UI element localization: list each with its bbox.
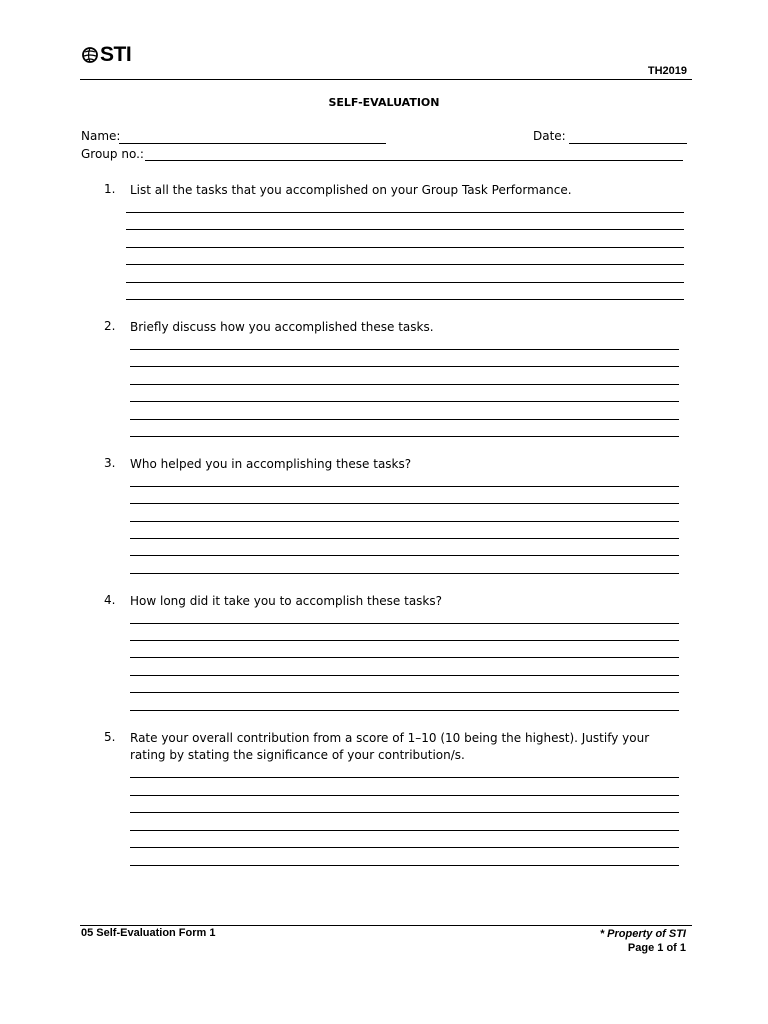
page-title: SELF-EVALUATION (328, 96, 440, 109)
answer-line[interactable] (130, 486, 679, 487)
logo-text: STI (100, 43, 132, 66)
answer-line[interactable] (130, 657, 679, 658)
answer-line[interactable] (130, 401, 679, 402)
question-text: Rate your overall contribution from a score of 1–10 (10 being the highest). Justify your rating by stating the significance of your contribution/s. (130, 731, 650, 762)
answer-line[interactable] (130, 830, 679, 831)
question-number: 1. (104, 182, 116, 196)
answer-line[interactable] (130, 675, 679, 676)
property-notice: * Property of STI (599, 928, 686, 940)
answer-line[interactable] (126, 299, 684, 300)
question-text: How long did it take you to accomplish these tasks? (130, 594, 443, 608)
answer-line[interactable] (130, 555, 679, 556)
answer-line[interactable] (130, 795, 679, 796)
group-label: Group no.: (81, 147, 144, 161)
page-number: Page 1 of 1 (627, 942, 686, 954)
answer-line[interactable] (130, 366, 679, 367)
answer-line[interactable] (130, 777, 679, 778)
question-number: 3. (104, 456, 116, 470)
answer-line[interactable] (130, 640, 679, 641)
date-label: Date: (533, 129, 566, 143)
question-number: 5. (104, 730, 116, 744)
name-label: Name: (81, 129, 121, 143)
question-text: List all the tasks that you accomplished on your Group Task Performance. (130, 183, 572, 197)
answer-line[interactable] (126, 229, 684, 230)
question-text: Who helped you in accomplishing these tasks? (130, 457, 412, 471)
answer-line[interactable] (126, 282, 684, 283)
answer-line[interactable] (130, 538, 679, 539)
answer-line[interactable] (130, 521, 679, 522)
answer-line[interactable] (130, 865, 679, 866)
answer-line[interactable] (130, 349, 679, 350)
sti-logo (82, 44, 131, 65)
answer-line[interactable] (130, 503, 679, 504)
answer-line[interactable] (130, 436, 679, 437)
group-field[interactable] (145, 160, 683, 161)
date-field[interactable] (569, 143, 687, 144)
document-code: TH2019 (647, 65, 687, 77)
question-text: Briefly discuss how you accomplished these tasks. (130, 320, 434, 334)
question-number: 2. (104, 319, 116, 333)
footer-form-name: 05 Self-Evaluation Form 1 (81, 927, 216, 939)
answer-line[interactable] (130, 573, 679, 574)
answer-line[interactable] (130, 692, 679, 693)
header-divider (80, 79, 692, 80)
answer-line[interactable] (126, 212, 684, 213)
footer-right (600, 927, 686, 955)
answer-line[interactable] (130, 623, 679, 624)
answer-line[interactable] (130, 384, 679, 385)
answer-line[interactable] (130, 812, 679, 813)
answer-line[interactable] (126, 247, 684, 248)
globe-icon (82, 46, 98, 64)
answer-line[interactable] (130, 847, 679, 848)
question-number: 4. (104, 593, 116, 607)
answer-line[interactable] (126, 264, 684, 265)
footer-divider (80, 925, 692, 926)
answer-line[interactable] (130, 419, 679, 420)
name-field[interactable] (119, 143, 386, 144)
answer-line[interactable] (130, 710, 679, 711)
